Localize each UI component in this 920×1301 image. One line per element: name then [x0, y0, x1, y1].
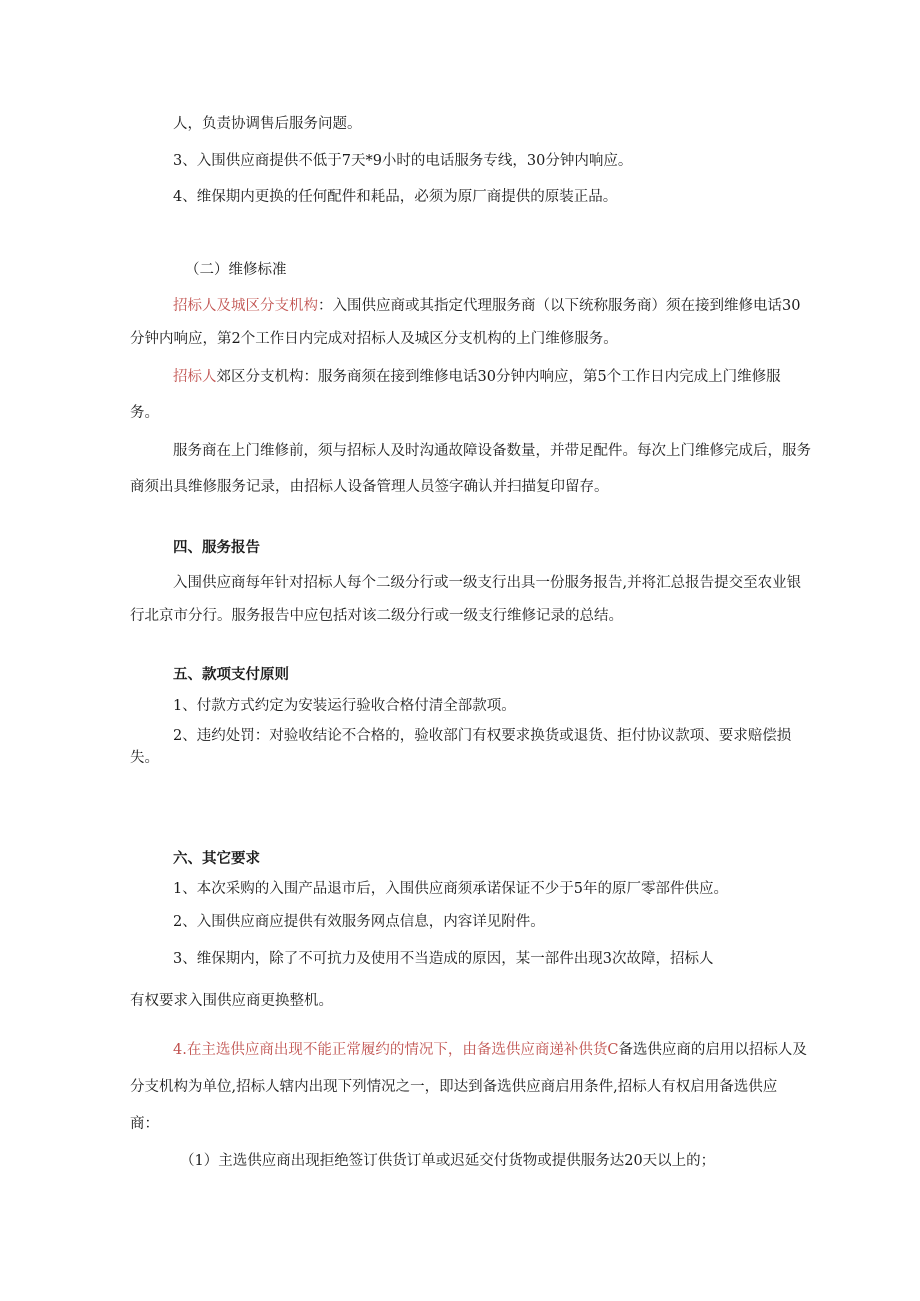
section6-item1: 1、本次采购的入围产品退市后，入围供应商须承诺保证不少于5年的原厂零部件供应。: [173, 881, 728, 897]
section6-item4-line1: 4.在主选供应商出现不能正常履约的情况下，由备选供应商递补供货C备选供应商的启用以招标人及: [173, 1042, 807, 1058]
section5-heading: 五、款项支付原则: [173, 667, 289, 683]
sec3-cont-line1: 人，负责协调售后服务问题。: [173, 116, 362, 132]
section6-item3-line2: 有权要求入围供应商更换整机。: [130, 993, 333, 1009]
highlight-text: 4.在主选供应商出现不能正常履约的情况下，由备选供应商递补供货C: [173, 1042, 619, 1058]
section6-item2: 2、入围供应商应提供有效服务网点信息，内容详见附件。: [173, 914, 545, 930]
section4-para-line2: 行北京市分行。服务报告中应包括对该二级分行或一级支行维修记录的总结。: [130, 608, 623, 624]
section6-heading: 六、其它要求: [173, 851, 260, 867]
sec3-item3: 3、入围供应商提供不低于7天*9小时的电话服务专线，30分钟内响应。: [173, 153, 633, 169]
repair-standard-heading: （二）维修标准: [185, 262, 287, 278]
sec3-item4: 4、维保期内更换的任何配件和耗品，必须为原厂商提供的原装正品。: [173, 189, 618, 205]
section4-heading: 四、服务报告: [173, 540, 260, 556]
section5-item2-line1: 2、违约处罚：对验收结论不合格的，验收部门有权要求换货或退货、拒付协议款项、要求赔偿损: [173, 728, 792, 744]
section5-item2-line2: 失。: [130, 750, 159, 766]
highlight-text: 招标人及城区分支机构: [173, 298, 318, 314]
repair-para1-line2: 分钟内响应，第2个工作日内完成对招标人及城区分支机构的上门维修服务。: [130, 331, 618, 347]
section4-para-line1: 入围供应商每年针对招标人每个二级分行或一级支行出具一份服务报告,并将汇总报告提交至农业银: [173, 575, 802, 591]
repair-para3-line1: 服务商在上门维修前，须与招标人及时沟通故障设备数量，并带足配件。每次上门维修完成后，服务: [173, 443, 811, 459]
repair-para3-line2: 商须出具维修服务记录，由招标人设备管理人员签字确认并扫描复印留存。: [130, 479, 609, 495]
repair-para2-line2: 务。: [130, 405, 159, 421]
section6-item4-line3: 商：: [130, 1116, 159, 1132]
section6-subitem1: （1）主选供应商出现拒绝签订供货订单或迟延交付货物或提供服务达20天以上的；: [180, 1153, 716, 1169]
repair-para2-line1: 招标人郊区分支机构：服务商须在接到维修电话30分钟内响应，第5个工作日内完成上门维修服: [173, 369, 781, 385]
section6-item3-line1: 3、维保期内，除了不可抗力及使用不当造成的原因，某一部件出现3次故障，招标人: [173, 951, 714, 967]
highlight-text: 招标人: [173, 369, 217, 385]
repair-para1-line1: 招标人及城区分支机构：入围供应商或其指定代理服务商（以下统称服务商）须在接到维修电话30: [173, 298, 801, 314]
section5-item1: 1、付款方式约定为安装运行验收合格付清全部款项。: [173, 698, 516, 714]
section6-item4-line2: 分支机构为单位,招标人辖内出现下列情况之一，即达到备选供应商启用条件,招标人有权启用备选供应: [130, 1079, 778, 1095]
